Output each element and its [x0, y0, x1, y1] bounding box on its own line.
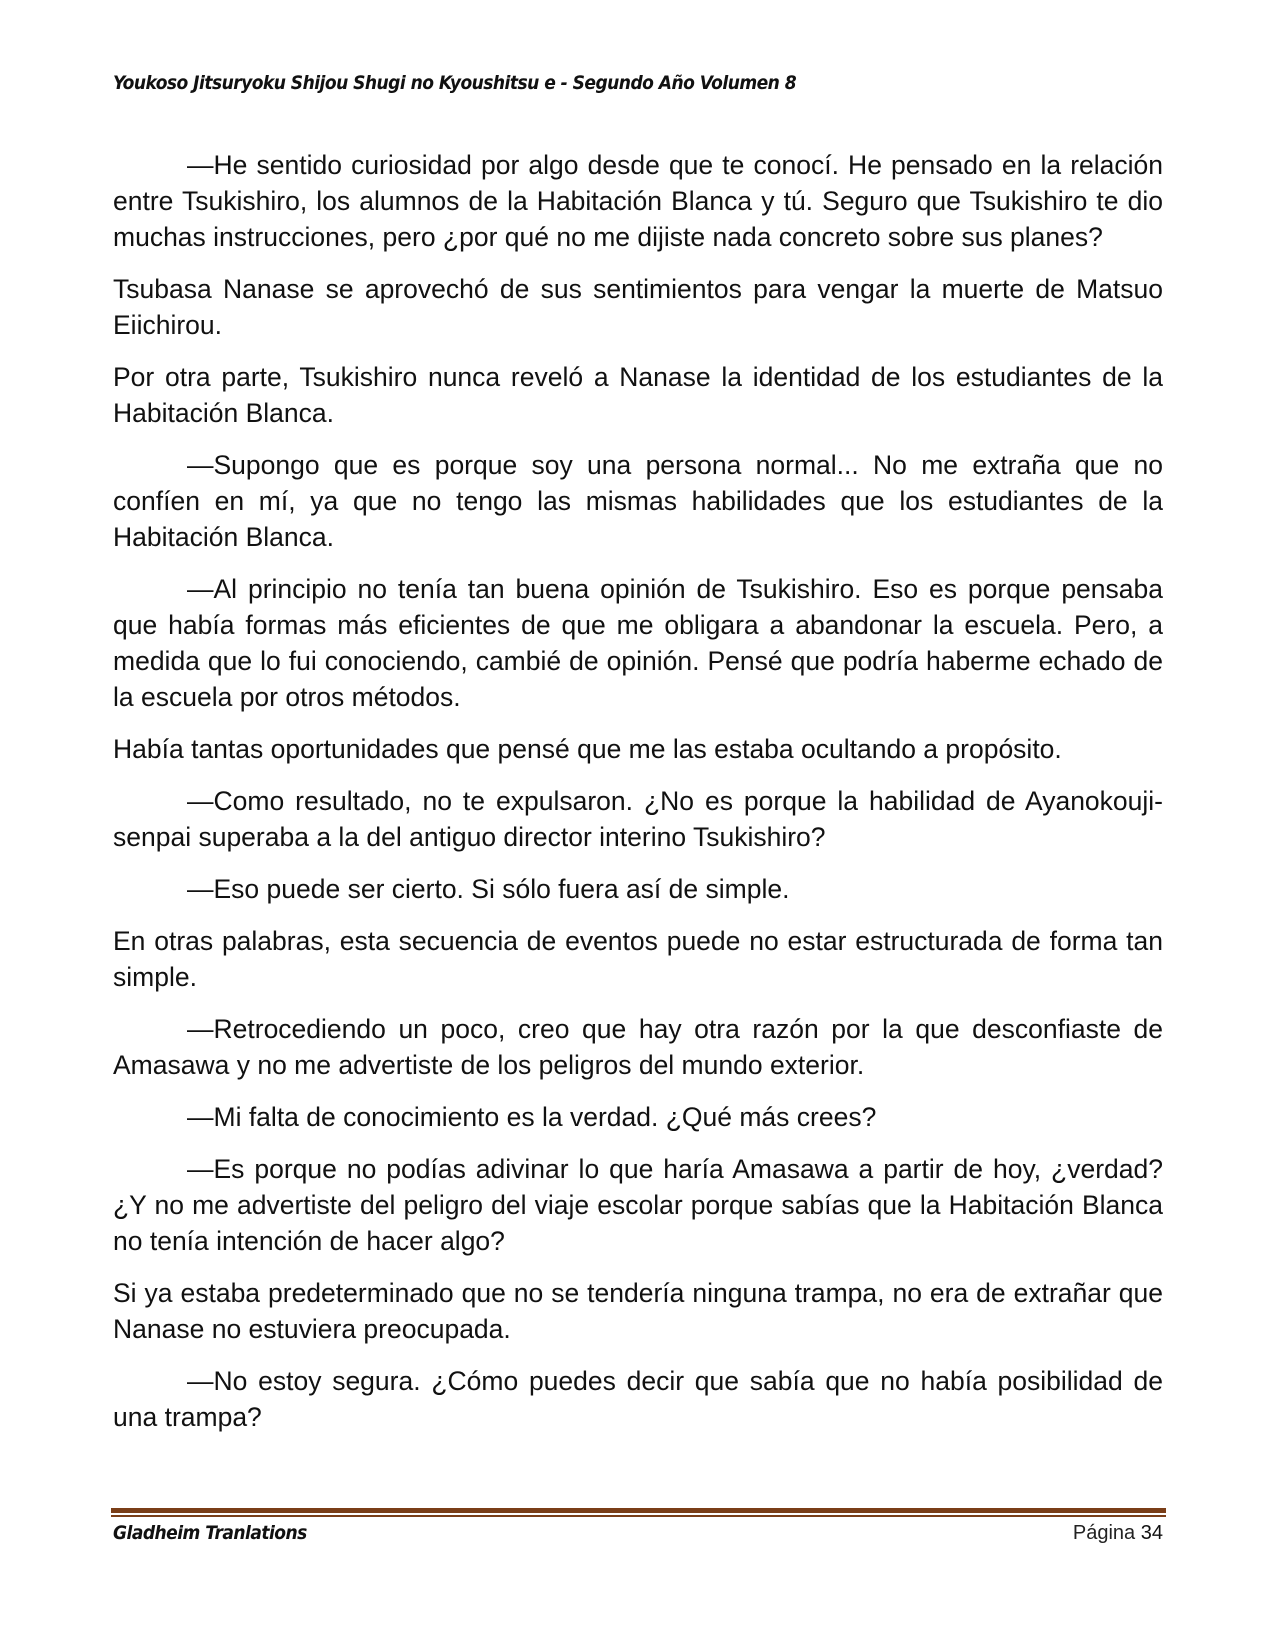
paragraph-dialogue: —Al principio no tenía tan buena opinión de Tsukishiro. Eso es porque pensaba que había formas más eficientes de que me obligara a abandonar la escuela. Pero, a medida que lo fui conociendo, cambié de opinión. Pensé que podría haberme echado de la escuela por otros métodos. — [113, 574, 1163, 712]
page-number — [1073, 1522, 1163, 1545]
paragraph-narration: Tsubasa Nanase se aprovechó de sus sentimientos para vengar la muerte de Matsuo Eiichirou. — [113, 274, 1163, 340]
paragraph-dialogue: —Supongo que es porque soy una persona normal... No me extraña que no confíen en mí, ya que no tengo las mismas habilidades que los estudiantes de la Habitación Blanca. — [113, 450, 1163, 552]
paragraph-narration: En otras palabras, esta secuencia de eventos puede no estar estructurada de forma tan simple. — [113, 926, 1163, 992]
footer-credit: Gladheim Tranlations — [113, 1522, 307, 1544]
footer-divider-thin — [111, 1515, 1166, 1517]
paragraph-dialogue: —He sentido curiosidad por algo desde que te conocí. He pensado en la relación entre Tsukishiro, los alumnos de la Habitación Blanca y tú. Seguro que Tsukishiro te dio muchas instrucciones, pero ¿por qué no me dijiste nada concreto sobre sus planes? — [113, 150, 1163, 252]
running-header: Youkoso Jitsuryoku Shijou Shugi no Kyoushitsu e - Segundo Año Volumen 8 — [113, 72, 797, 94]
page-body — [113, 147, 1163, 1451]
paragraph-dialogue: —Eso puede ser cierto. Si sólo fuera así de simple. — [187, 874, 790, 904]
paragraph-narration: Si ya estaba predeterminado que no se tendería ninguna trampa, no era de extrañar que Nanase no estuviera preocupada. — [113, 1278, 1163, 1344]
paragraph-dialogue: —Es porque no podías adivinar lo que haría Amasawa a partir de hoy, ¿verdad? ¿Y no me advertiste del peligro del viaje escolar porque sabías que la Habitación Blanca no tenía intención de hacer algo? — [113, 1154, 1163, 1256]
paragraph-dialogue: —Mi falta de conocimiento es la verdad. ¿Qué más crees? — [187, 1102, 877, 1132]
paragraph-dialogue: —Como resultado, no te expulsaron. ¿No es porque la habilidad de Ayanokouji-senpai superaba a la del antiguo director interino Tsukishiro? — [113, 786, 1163, 852]
paragraph-narration: Por otra parte, Tsukishiro nunca reveló a Nanase la identidad de los estudiantes de la Habitación Blanca. — [113, 362, 1163, 428]
paragraph-dialogue: —No estoy segura. ¿Cómo puedes decir que sabía que no había posibilidad de una trampa? — [113, 1366, 1163, 1432]
footer-divider — [111, 1508, 1166, 1517]
page-label: Página — [1072, 1522, 1136, 1544]
paragraph-dialogue: —Retrocediendo un poco, creo que hay otra razón por la que desconfiaste de Amasawa y no me advertiste de los peligros del mundo exterior. — [113, 1014, 1163, 1080]
page-number-value: 34 — [1140, 1522, 1163, 1544]
paragraph-narration: Había tantas oportunidades que pensé que me las estaba ocultando a propósito. — [113, 734, 1062, 764]
